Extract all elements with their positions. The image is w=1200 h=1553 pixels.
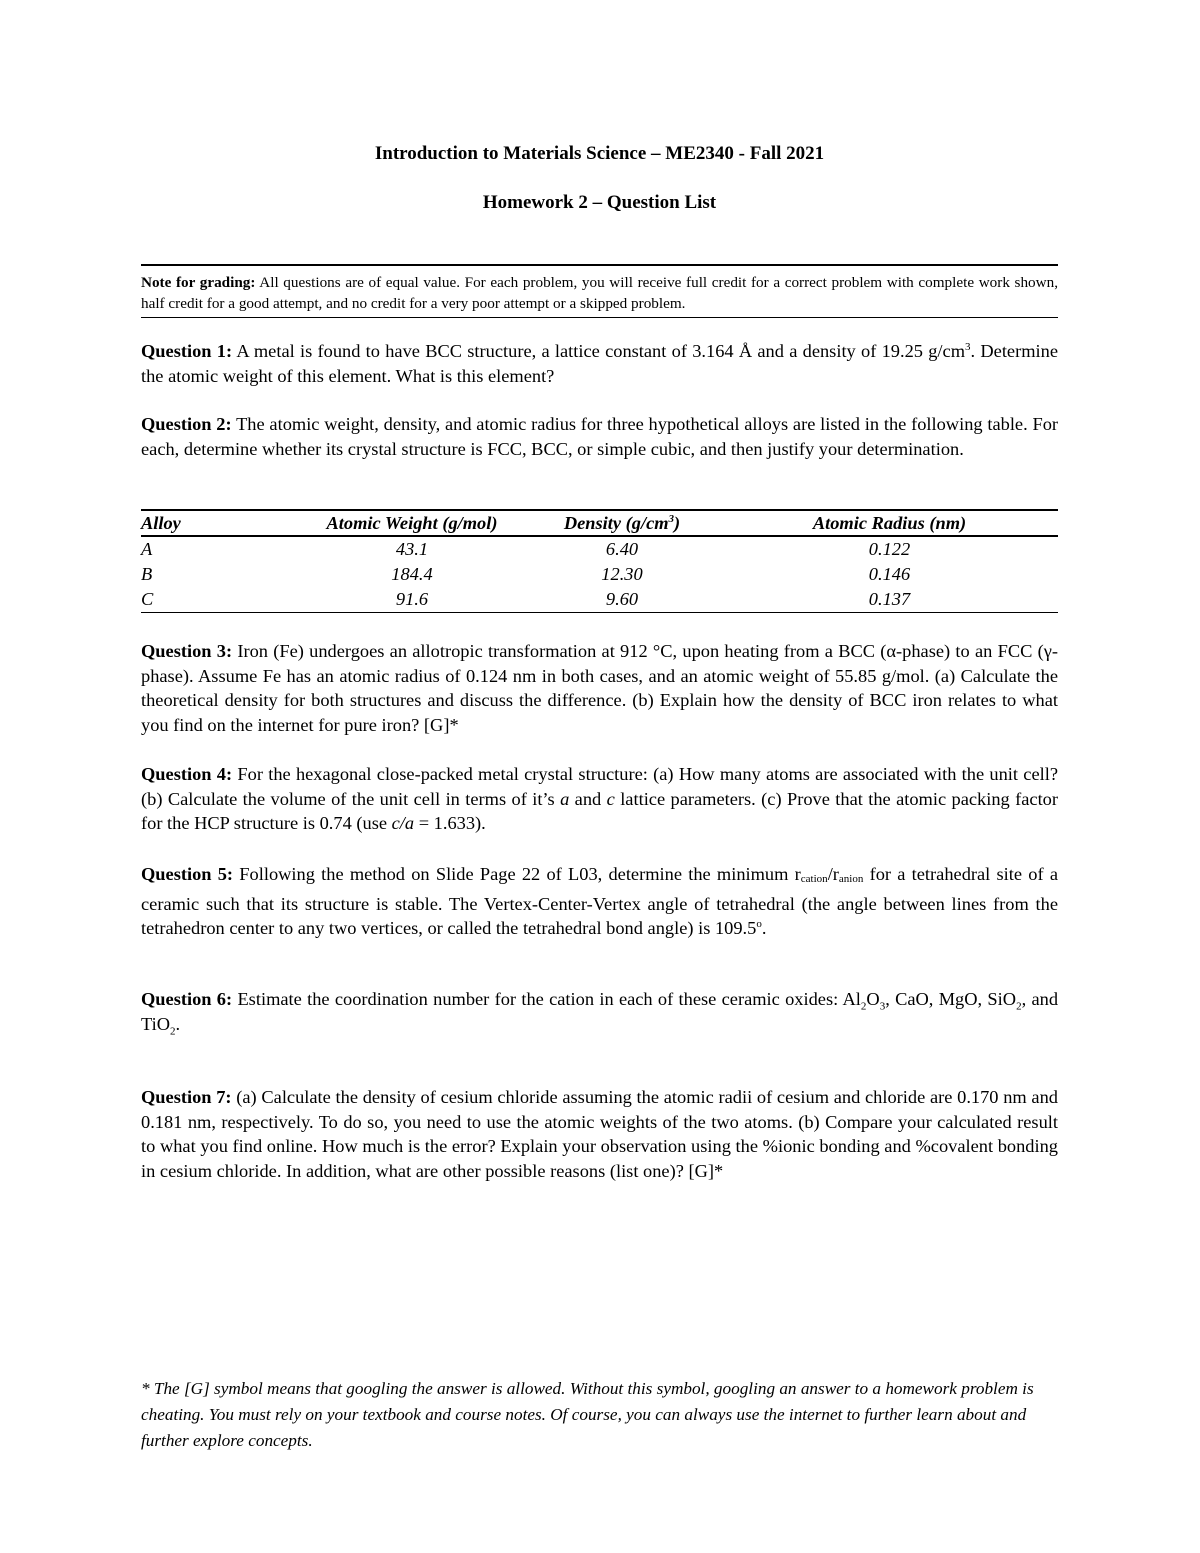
question-6-text: Estimate the coordination number for the cation in each of these ceramic oxides: Al [237, 989, 861, 1009]
question-4-label: Question 4: [141, 764, 233, 784]
question-5-text: Following the method on Slide Page 22 of L03, determine the minimum r [239, 864, 801, 884]
cell-radius: 0.137 [721, 587, 1058, 613]
question-3 [141, 639, 1058, 738]
question-5-text-end: . [761, 918, 767, 939]
question-1-label: Question 1: [141, 341, 233, 361]
sub-1: 2 [860, 1000, 867, 1013]
cell-weight: 184.4 [391, 564, 433, 584]
cell-weight: 91.6 [301, 587, 523, 613]
question-1-text-cont: . Determine the atomic weight of this element. What is this element? [141, 341, 1058, 386]
grading-note-label: Note for grading: [141, 274, 256, 291]
table-row [141, 587, 1058, 613]
question-7-label: Question 7: [141, 1087, 232, 1107]
question-2-text: The atomic weight, density, and atomic radius for three hypothetical alloys are listed in the following table. For each, determine whether its crystal structure is FCC, BCC, or simple cubic, and then justify your determination. [141, 414, 1059, 459]
question-5-slash: /r [827, 864, 839, 884]
subscript-anion: anion [838, 873, 864, 885]
cell-alloy: A [141, 539, 153, 559]
text-2: , CaO, MgO, SiO [885, 989, 1017, 1009]
cell-density: 6.40 [605, 539, 639, 559]
subscript-cation: cation [800, 873, 828, 885]
alloy-table [141, 509, 1058, 613]
question-4-text-end: = 1.633). [414, 813, 486, 834]
table-row [141, 536, 1058, 562]
header-atomic-weight: Atomic Weight (g/mol) [301, 510, 523, 536]
table-row [141, 562, 1058, 587]
sub-4: 2 [169, 1025, 176, 1038]
cell-radius: 0.122 [868, 539, 911, 559]
header-density-sup: 3 [668, 512, 675, 525]
question-7 [141, 1085, 1058, 1184]
grading-note [141, 264, 1058, 318]
header-density [523, 510, 721, 536]
question-7-text: (a) Calculate the density of cesium chloride assuming the atomic radii of cesium and chloride are 0.170 nm and 0.181 nm, respectively. To do so, you need to use the atomic weights of the two atoms. (b) Compare your calculated result to what you find online. How much is the error? Explain your observation using the %ionic bonding and %covalent bonding in cesium chloride. In addition, what are other possible reasons (list one)? [G]* [141, 1087, 1058, 1182]
cell-density: 9.60 [523, 587, 721, 613]
question-1 [141, 339, 1058, 388]
table-header-row [141, 510, 1058, 536]
homework-page [141, 0, 1058, 1553]
cell-alloy: B [141, 564, 153, 584]
header-alloy: Alloy [141, 510, 301, 536]
question-4-text-cont: lattice parameters. (c) Prove that the atomic packing factor for the HCP structure is 0.74 (use [141, 788, 1058, 834]
header-density-close: ) [674, 513, 681, 533]
lattice-c: c [606, 788, 615, 809]
cell-alloy: C [141, 587, 301, 613]
question-6-label: Question 6: [141, 989, 233, 1009]
sub-2: 3 [879, 1000, 886, 1013]
degree-superscript: o [756, 918, 762, 931]
question-3-label: Question 3: [141, 641, 233, 661]
question-4-and: and [569, 788, 607, 809]
header-density-text: Density (g/cm [563, 513, 669, 533]
question-5 [141, 862, 1058, 941]
header-atomic-radius: Atomic Radius (nm) [721, 510, 1058, 536]
grading-note-text: All questions are of equal value. For each problem, you will receive full credit for a correct problem with complete work shown, half credit for a good attempt, and no credit for a very poor attempt or a skipped problem. [141, 274, 1059, 312]
homework-title: Homework 2 – Question List [482, 192, 717, 213]
footnote: * The [G] symbol means that googling the answer is allowed. Without this symbol, googling an answer to a homework problem is cheating. You must rely on your textbook and course notes. Of course, you can always use the internet to further learn about and further explore concepts. [141, 1379, 1034, 1450]
c-over-a: c/a [391, 813, 415, 834]
question-6 [141, 987, 1058, 1036]
cell-weight: 43.1 [395, 539, 429, 559]
question-5-text-cont: for a tetrahedral site of a ceramic such that its structure is stable. The Vertex-Center-Vertex angle of tetrahedral (the angle between lines from the tetrahedron center to any two vertices, or called the tetrahedral bond angle) is 109.5 [141, 864, 1058, 939]
question-4 [141, 762, 1058, 836]
question-5-label: Question 5: [141, 864, 234, 884]
text-4: . [175, 1013, 181, 1034]
question-4-text: For the hexagonal close-packed metal crystal structure: (a) How many atoms are associated with the unit cell? (b) Calculate the volume of the unit cell in terms of it’s [141, 764, 1059, 809]
question-2-label: Question 2: [141, 414, 232, 434]
question-1-text: A metal is found to have BCC structure, a lattice constant of 3.164 Å and a density of 19.25 g/cm [236, 341, 966, 361]
cell-density: 12.30 [601, 564, 643, 584]
question-3-text: Iron (Fe) undergoes an allotropic transformation at 912 °C, upon heating from a BCC (α-phase) to an FCC (γ-phase). Assume Fe has an atomic radius of 0.124 nm in both cases, and an atomic weight of 55.85 g/mol. (a) Calculate the theoretical density for both structures and discuss the difference. (b) Explain how the density of BCC iron relates to what you find on the internet for pure iron? [G]* [141, 641, 1058, 736]
question-2 [141, 412, 1058, 461]
cell-radius: 0.146 [868, 564, 911, 584]
lattice-a: a [560, 788, 570, 809]
sub-3: 2 [1016, 1000, 1022, 1013]
text-1: O [866, 989, 880, 1009]
course-title: Introduction to Materials Science – ME2340 - Fall 2021 [374, 143, 825, 164]
question-1-superscript: 3 [965, 340, 971, 353]
text-3: , and TiO [141, 989, 1059, 1034]
